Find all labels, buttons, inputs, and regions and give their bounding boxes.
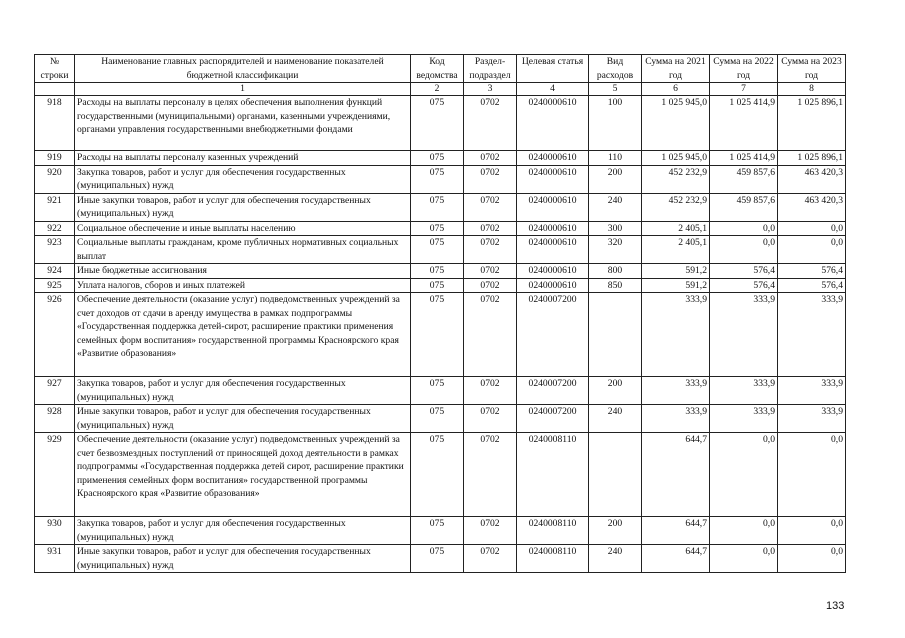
row-target: 0240000610 xyxy=(517,221,589,236)
table-row xyxy=(35,293,846,377)
row-sum-2022: 0,0 xyxy=(710,517,778,545)
row-number: 922 xyxy=(35,221,75,236)
row-name: Расходы на выплаты персоналу в целях обеспечения выполнения функций государственными (муниципальными) органами, казенными учреждениями, органами управления государственными внебюджетными фондами xyxy=(75,96,411,151)
row-target: 0240000610 xyxy=(517,264,589,279)
row-sum-2022: 576,4 xyxy=(710,264,778,279)
page-number: 133 xyxy=(826,600,845,612)
row-target: 0240008110 xyxy=(517,433,589,517)
table-body xyxy=(35,96,846,573)
row-type: 300 xyxy=(589,221,642,236)
row-target: 0240000610 xyxy=(517,236,589,264)
row-sum-2021: 1 025 945,0 xyxy=(642,151,710,166)
row-sum-2023: 463 420,3 xyxy=(778,165,846,193)
row-name: Иные закупки товаров, работ и услуг для обеспечения государственных (муниципальных) нужд xyxy=(75,193,411,221)
row-target: 0240007200 xyxy=(517,377,589,405)
row-name: Закупка товаров, работ и услуг для обеспечения государственных (муниципальных) нужд xyxy=(75,517,411,545)
header-sum-2023: Сумма на 2023 год xyxy=(778,55,846,83)
header-row-no: № строки xyxy=(35,55,75,83)
row-number: 930 xyxy=(35,517,75,545)
header-target: Целевая статья xyxy=(517,55,589,83)
row-section: 0702 xyxy=(464,278,517,293)
row-section: 0702 xyxy=(464,293,517,377)
row-sum-2021: 452 232,9 xyxy=(642,165,710,193)
row-target: 0240000610 xyxy=(517,96,589,151)
row-target: 0240008110 xyxy=(517,517,589,545)
column-number: 4 xyxy=(517,83,589,96)
table-row xyxy=(35,517,846,545)
row-type xyxy=(589,293,642,377)
row-number: 928 xyxy=(35,405,75,433)
header-type: Вид расходов xyxy=(589,55,642,83)
row-sum-2023: 463 420,3 xyxy=(778,193,846,221)
table-row xyxy=(35,433,846,517)
row-target: 0240000610 xyxy=(517,165,589,193)
row-number: 924 xyxy=(35,264,75,279)
row-sum-2023: 0,0 xyxy=(778,236,846,264)
row-code: 075 xyxy=(411,193,464,221)
row-sum-2023: 333,9 xyxy=(778,293,846,377)
row-code: 075 xyxy=(411,264,464,279)
row-sum-2023: 0,0 xyxy=(778,221,846,236)
row-sum-2023: 0,0 xyxy=(778,433,846,517)
row-name: Закупка товаров, работ и услуг для обеспечения государственных (муниципальных) нужд xyxy=(75,165,411,193)
row-section: 0702 xyxy=(464,221,517,236)
row-sum-2023: 576,4 xyxy=(778,278,846,293)
row-sum-2023: 1 025 896,1 xyxy=(778,151,846,166)
header-row xyxy=(35,55,846,83)
row-number: 931 xyxy=(35,545,75,573)
row-name: Иные закупки товаров, работ и услуг для обеспечения государственных (муниципальных) нужд xyxy=(75,545,411,573)
row-section: 0702 xyxy=(464,193,517,221)
table-row xyxy=(35,377,846,405)
row-sum-2022: 333,9 xyxy=(710,377,778,405)
row-code: 075 xyxy=(411,405,464,433)
row-section: 0702 xyxy=(464,264,517,279)
header-code: Код ведомства xyxy=(411,55,464,83)
row-sum-2022: 1 025 414,9 xyxy=(710,96,778,151)
column-number: 2 xyxy=(411,83,464,96)
row-sum-2021: 1 025 945,0 xyxy=(642,96,710,151)
row-name: Обеспечение деятельности (оказание услуг) подведомственных учреждений за счет безвозмездных поступлений от приносящей доход деятельности в рамках подпрограммы «Государственная поддержка детей сирот, расширение практики применения семейных форм воспитания» государственной программы Красноярского края «Развитие образования» xyxy=(75,433,411,517)
row-sum-2022: 0,0 xyxy=(710,545,778,573)
row-sum-2021: 591,2 xyxy=(642,264,710,279)
row-sum-2022: 459 857,6 xyxy=(710,165,778,193)
row-number: 925 xyxy=(35,278,75,293)
row-sum-2022: 576,4 xyxy=(710,278,778,293)
row-sum-2023: 0,0 xyxy=(778,545,846,573)
row-type: 850 xyxy=(589,278,642,293)
row-sum-2023: 1 025 896,1 xyxy=(778,96,846,151)
row-number: 927 xyxy=(35,377,75,405)
row-sum-2021: 644,7 xyxy=(642,545,710,573)
row-code: 075 xyxy=(411,165,464,193)
row-name: Иные закупки товаров, работ и услуг для обеспечения государственных (муниципальных) нужд xyxy=(75,405,411,433)
row-code: 075 xyxy=(411,517,464,545)
row-name: Обеспечение деятельности (оказание услуг) подведомственных учреждений за счет доходов от сдачи в аренду имущества в рамках подпрограммы «Государственная поддержка детей-сирот, расширение практики применения семейных форм воспитания» государственной программы Красноярского края «Развитие образования» xyxy=(75,293,411,377)
row-section: 0702 xyxy=(464,96,517,151)
row-name: Закупка товаров, работ и услуг для обеспечения государственных (муниципальных) нужд xyxy=(75,377,411,405)
row-name: Социальное обеспечение и иные выплаты населению xyxy=(75,221,411,236)
row-target: 0240008110 xyxy=(517,545,589,573)
row-sum-2021: 452 232,9 xyxy=(642,193,710,221)
row-sum-2021: 2 405,1 xyxy=(642,236,710,264)
row-section: 0702 xyxy=(464,433,517,517)
row-number: 919 xyxy=(35,151,75,166)
row-sum-2023: 0,0 xyxy=(778,517,846,545)
row-section: 0702 xyxy=(464,151,517,166)
row-type: 320 xyxy=(589,236,642,264)
row-number: 929 xyxy=(35,433,75,517)
row-sum-2021: 644,7 xyxy=(642,433,710,517)
table-row xyxy=(35,165,846,193)
row-sum-2021: 591,2 xyxy=(642,278,710,293)
header-sum-2021: Сумма на 2021 год xyxy=(642,55,710,83)
table-row xyxy=(35,96,846,151)
row-type: 800 xyxy=(589,264,642,279)
row-code: 075 xyxy=(411,221,464,236)
row-name: Уплата налогов, сборов и иных платежей xyxy=(75,278,411,293)
row-number: 921 xyxy=(35,193,75,221)
row-sum-2021: 333,9 xyxy=(642,405,710,433)
header-name: Наименование главных распорядителей и наименование показателей бюджетной классификации xyxy=(75,55,411,83)
table-row xyxy=(35,193,846,221)
row-section: 0702 xyxy=(464,545,517,573)
budget-table xyxy=(34,54,846,573)
row-number: 918 xyxy=(35,96,75,151)
table-row xyxy=(35,278,846,293)
row-target: 0240007200 xyxy=(517,405,589,433)
row-code: 075 xyxy=(411,377,464,405)
row-sum-2023: 333,9 xyxy=(778,377,846,405)
row-type: 200 xyxy=(589,517,642,545)
header-section: Раздел-подраздел xyxy=(464,55,517,83)
row-type: 240 xyxy=(589,545,642,573)
row-section: 0702 xyxy=(464,377,517,405)
row-section: 0702 xyxy=(464,517,517,545)
row-number: 920 xyxy=(35,165,75,193)
row-target: 0240000610 xyxy=(517,151,589,166)
row-number: 926 xyxy=(35,293,75,377)
row-type: 200 xyxy=(589,377,642,405)
row-code: 075 xyxy=(411,278,464,293)
row-type: 110 xyxy=(589,151,642,166)
row-code: 075 xyxy=(411,236,464,264)
column-number: 3 xyxy=(464,83,517,96)
column-number xyxy=(35,83,75,96)
header-sum-2022: Сумма на 2022 год xyxy=(710,55,778,83)
row-target: 0240007200 xyxy=(517,293,589,377)
row-number: 923 xyxy=(35,236,75,264)
row-target: 0240000610 xyxy=(517,193,589,221)
row-section: 0702 xyxy=(464,165,517,193)
row-type: 240 xyxy=(589,405,642,433)
table-row xyxy=(35,545,846,573)
row-sum-2022: 459 857,6 xyxy=(710,193,778,221)
row-sum-2022: 0,0 xyxy=(710,221,778,236)
column-number-row xyxy=(35,83,846,96)
column-number: 8 xyxy=(778,83,846,96)
row-name: Социальные выплаты гражданам, кроме публичных нормативных социальных выплат xyxy=(75,236,411,264)
table-row xyxy=(35,151,846,166)
column-number: 5 xyxy=(589,83,642,96)
row-name: Иные бюджетные ассигнования xyxy=(75,264,411,279)
row-code: 075 xyxy=(411,151,464,166)
row-section: 0702 xyxy=(464,405,517,433)
row-code: 075 xyxy=(411,96,464,151)
row-sum-2021: 333,9 xyxy=(642,293,710,377)
row-sum-2022: 0,0 xyxy=(710,236,778,264)
row-sum-2021: 333,9 xyxy=(642,377,710,405)
row-sum-2021: 2 405,1 xyxy=(642,221,710,236)
row-name: Расходы на выплаты персоналу казенных учреждений xyxy=(75,151,411,166)
table-row xyxy=(35,405,846,433)
row-target: 0240000610 xyxy=(517,278,589,293)
row-code: 075 xyxy=(411,293,464,377)
row-sum-2022: 0,0 xyxy=(710,433,778,517)
row-sum-2023: 576,4 xyxy=(778,264,846,279)
table-row xyxy=(35,236,846,264)
row-sum-2022: 333,9 xyxy=(710,293,778,377)
column-number: 6 xyxy=(642,83,710,96)
column-number: 7 xyxy=(710,83,778,96)
column-number: 1 xyxy=(75,83,411,96)
row-sum-2023: 333,9 xyxy=(778,405,846,433)
row-code: 075 xyxy=(411,433,464,517)
row-type: 240 xyxy=(589,193,642,221)
row-type: 200 xyxy=(589,165,642,193)
row-sum-2022: 1 025 414,9 xyxy=(710,151,778,166)
row-type xyxy=(589,433,642,517)
row-type: 100 xyxy=(589,96,642,151)
row-sum-2021: 644,7 xyxy=(642,517,710,545)
table-row xyxy=(35,264,846,279)
row-sum-2022: 333,9 xyxy=(710,405,778,433)
table-row xyxy=(35,221,846,236)
row-code: 075 xyxy=(411,545,464,573)
row-section: 0702 xyxy=(464,236,517,264)
